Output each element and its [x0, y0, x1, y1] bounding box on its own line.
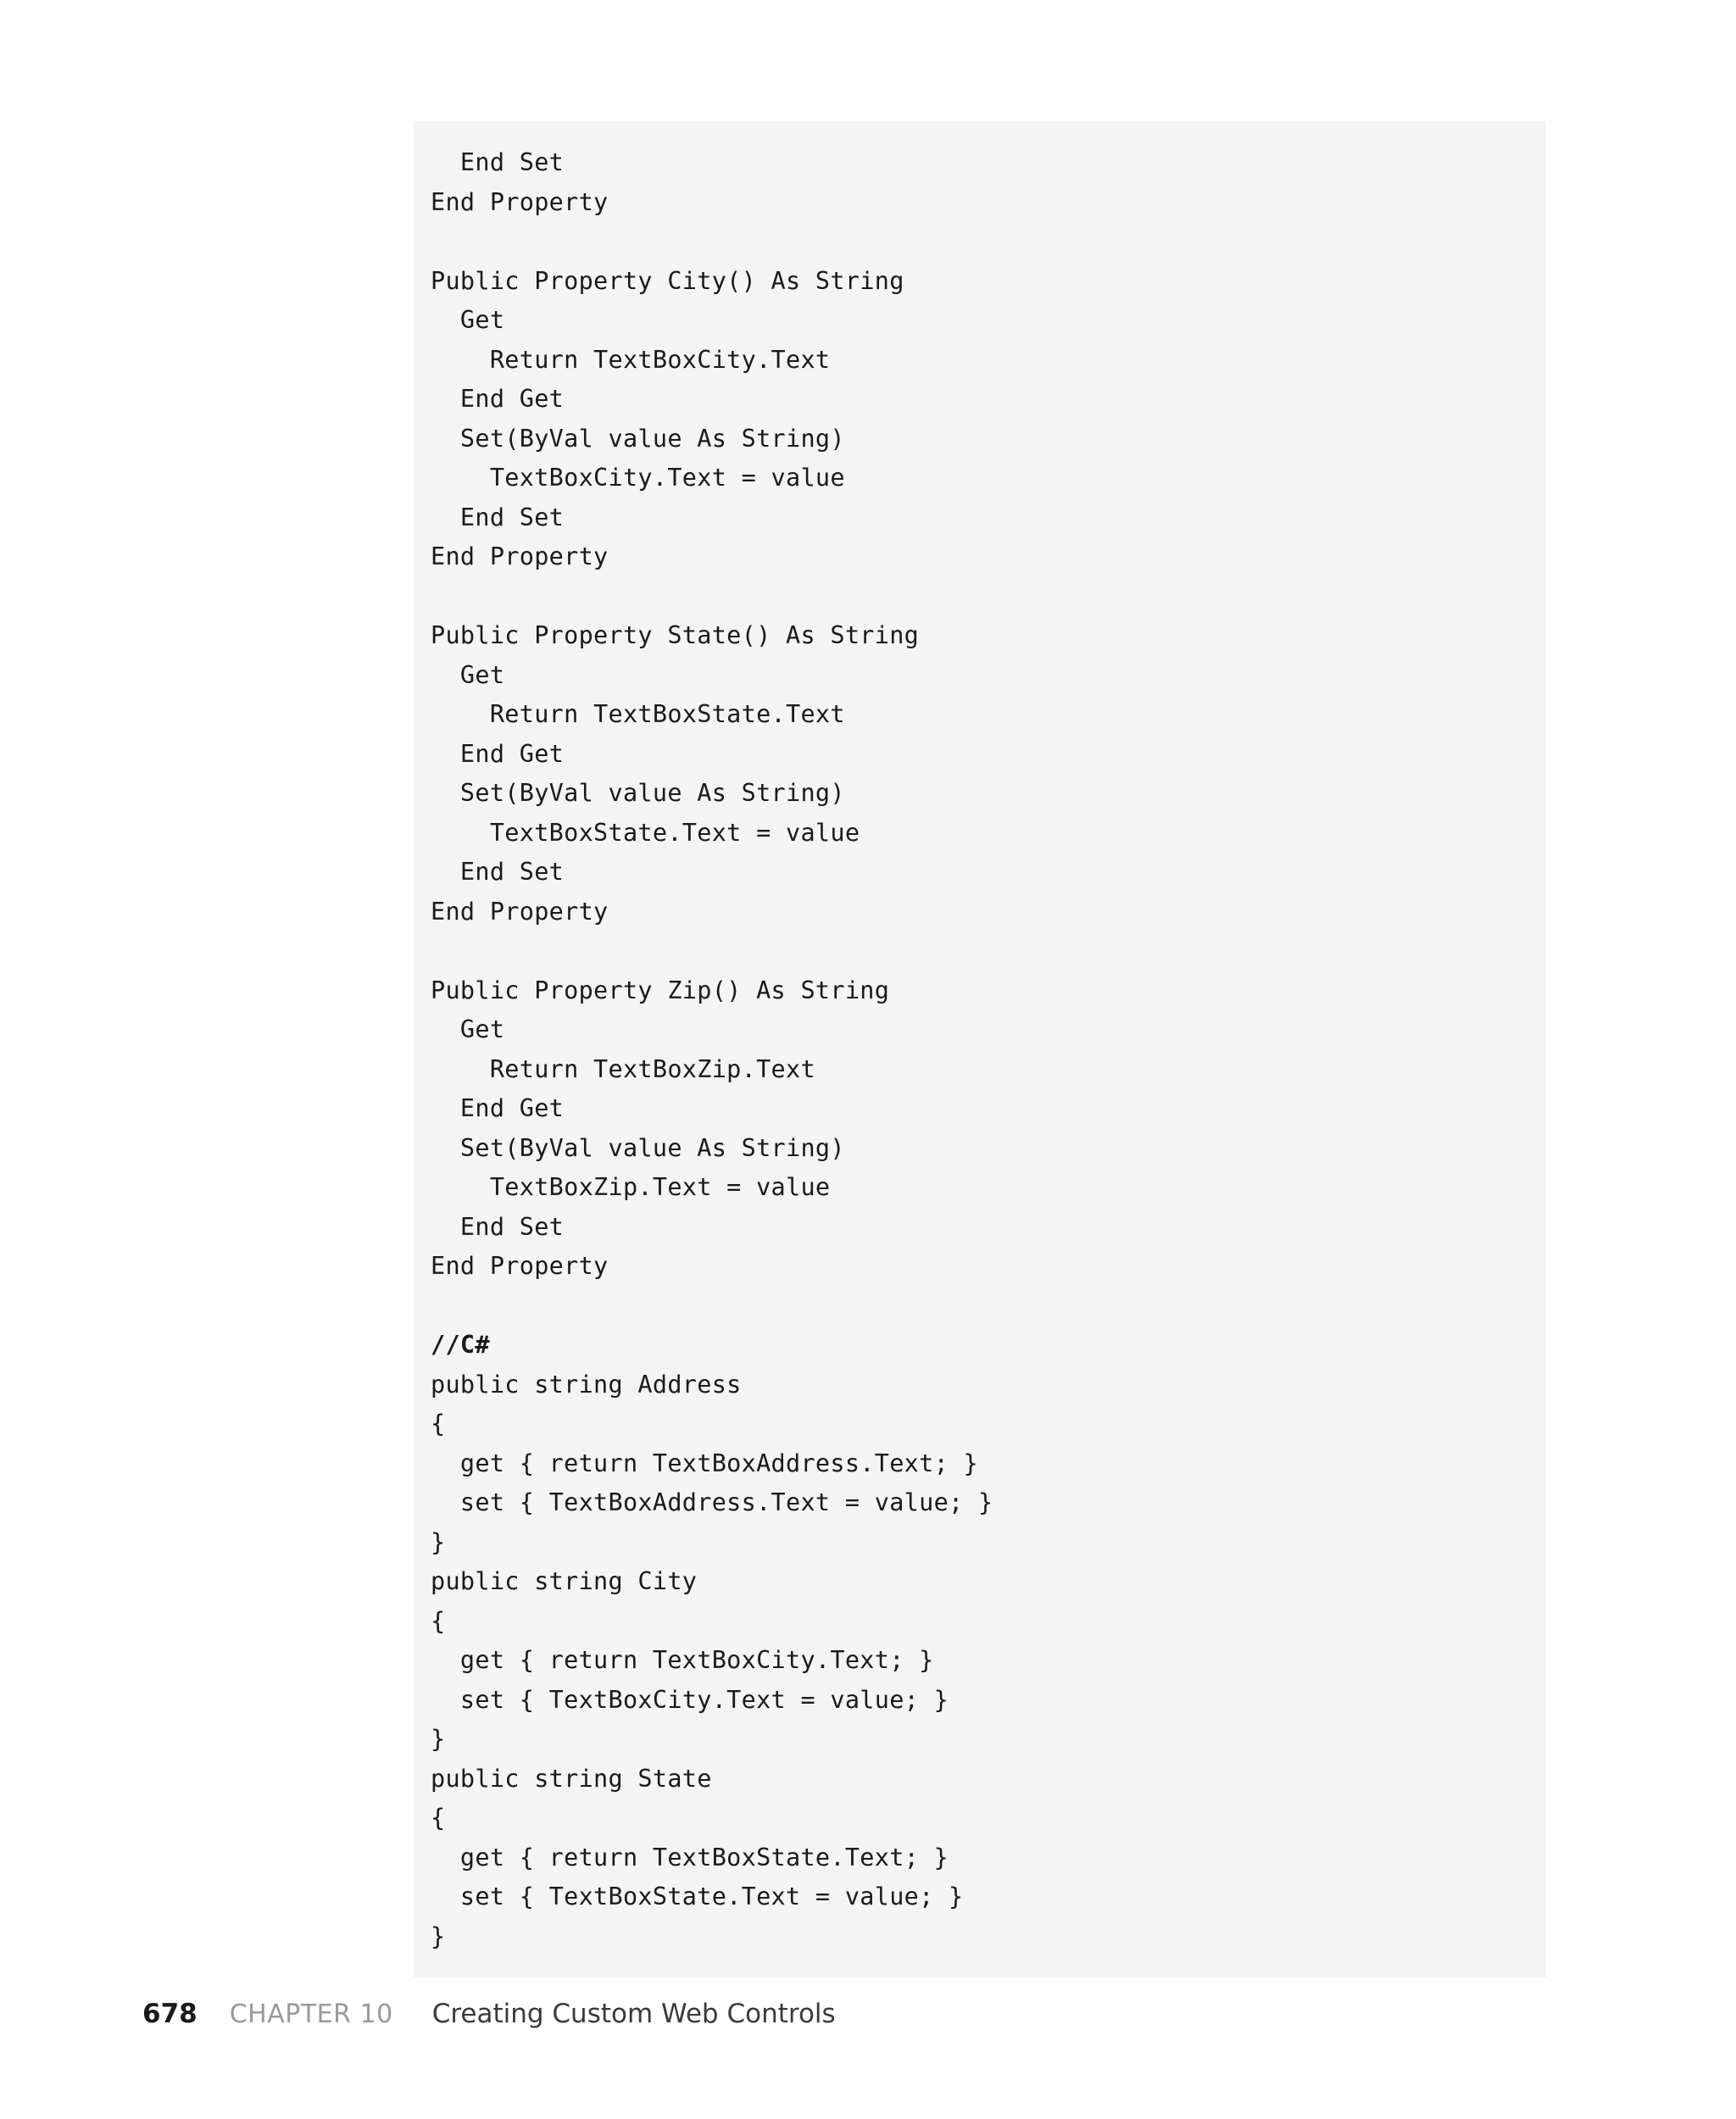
code-line: set { TextBoxState.Text = value; } [431, 1883, 964, 1910]
code-line: } [431, 1725, 446, 1753]
code-line: Public Property City() As String [431, 266, 904, 295]
code-line: { [431, 1410, 446, 1438]
code-line: End Set [431, 503, 565, 531]
code-line: public string State [431, 1764, 712, 1793]
code-line: Return TextBoxZip.Text [431, 1054, 815, 1083]
code-line: public string Address [431, 1370, 742, 1399]
code-line: End Set [431, 1212, 565, 1241]
page-number: 678 [142, 1999, 198, 2029]
code-line [431, 222, 1546, 262]
page-footer [142, 1999, 836, 2039]
code-block [414, 121, 1546, 1977]
code-line: End Property [431, 1252, 609, 1280]
chapter-label: CHAPTER 10 [229, 1999, 393, 2029]
code-line: End Set [431, 148, 565, 176]
code-line [431, 932, 1546, 971]
code-line: End Get [431, 739, 565, 768]
code-line: set { TextBoxCity.Text = value; } [431, 1685, 949, 1714]
code-line: End Property [431, 187, 609, 216]
chapter-title: Creating Custom Web Controls [431, 1999, 836, 2029]
code-line: } [431, 1527, 446, 1556]
code-line [431, 577, 1546, 617]
code-line: Set(ByVal value As String) [431, 1133, 845, 1162]
code-line: End Get [431, 1094, 565, 1122]
code-line: TextBoxState.Text = value [431, 818, 860, 847]
code-line: Get [431, 1015, 505, 1043]
code-line: { [431, 1804, 446, 1832]
code-line: End Get [431, 385, 565, 413]
code-line: Public Property State() As String [431, 621, 920, 649]
code-line: Return TextBoxCity.Text [431, 345, 831, 374]
code-line: TextBoxCity.Text = value [431, 464, 845, 492]
code-line: { [431, 1606, 446, 1635]
code-line: End Property [431, 897, 609, 926]
code-line: Set(ByVal value As String) [431, 424, 845, 453]
code-line: End Set [431, 858, 565, 886]
code-line: Public Property Zip() As String [431, 976, 890, 1004]
code-line [431, 1287, 1546, 1326]
code-line: Set(ByVal value As String) [431, 779, 845, 807]
code-line: get { return TextBoxState.Text; } [431, 1843, 949, 1872]
code-line: End Property [431, 542, 609, 570]
code-line: get { return TextBoxAddress.Text; } [431, 1449, 978, 1477]
code-line: Get [431, 306, 505, 334]
code-line: public string City [431, 1567, 698, 1595]
code-line: Get [431, 660, 505, 689]
code-comment-line: //C# [431, 1331, 490, 1359]
code-line: get { return TextBoxCity.Text; } [431, 1646, 934, 1674]
code-line: set { TextBoxAddress.Text = value; } [431, 1488, 993, 1516]
code-line: TextBoxZip.Text = value [431, 1173, 831, 1201]
code-line: } [431, 1922, 446, 1950]
code-line: Return TextBoxState.Text [431, 700, 845, 728]
